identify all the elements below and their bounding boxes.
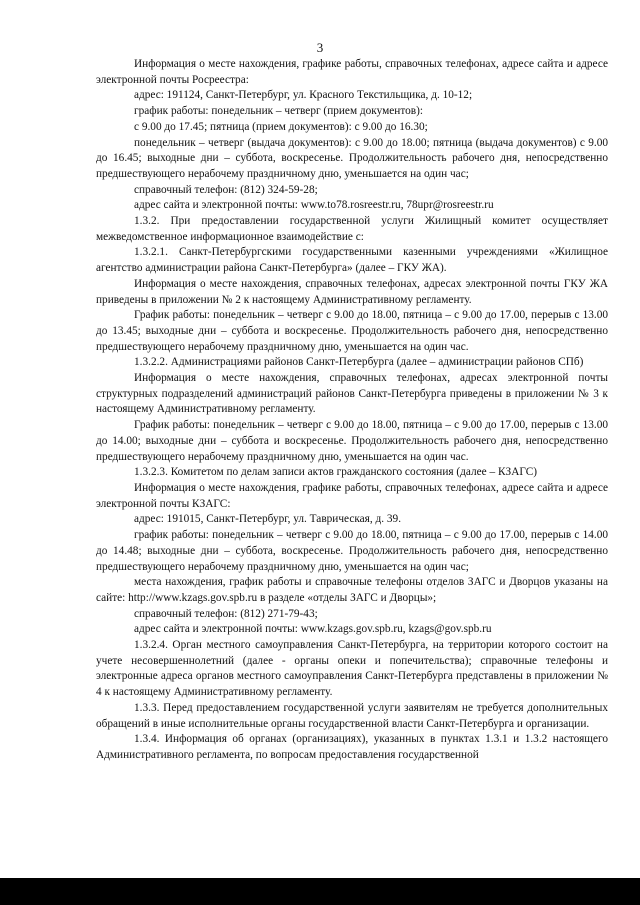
paragraph: Информация о месте нахождения, справочных телефонах, адресах электронной почты структурных подразделений администраций районов Санкт-Петербурга приведены в приложении № 3 к настоящему Административному регламенту. bbox=[96, 372, 608, 416]
paragraph: места нахождения, график работы и справочные телефоны отделов ЗАГС и Дворцов указаны на сайте: http://www.kzags.gov.spb.ru в разделе «отделы ЗАГС и Дворцы»; bbox=[96, 576, 608, 604]
paragraph: 1.3.3. Перед предоставлением государственной услуги заявителям не требуется дополнительных обращений в иные исполнительные органы государственной власти Санкт-Петербурга и организации. bbox=[96, 701, 608, 730]
page-number: 3 bbox=[316, 40, 324, 55]
document-body bbox=[96, 57, 608, 764]
paragraph: график работы: понедельник – четверг (прием документов): bbox=[134, 105, 424, 118]
paragraph: 1.3.2.1. Санкт-Петербургскими государственными казенными учреждениями «Жилищное агентство администрации района Санкт-Петербурга» (далее – ГКУ ЖА). bbox=[96, 246, 608, 275]
paragraph: адрес: 191015, Санкт-Петербург, ул. Таврическая, д. 39. bbox=[134, 513, 402, 526]
paragraph: понедельник – четверг (выдача документов): с 9.00 до 18.00; пятница (выдача документов) с 9.00 до 16.45; выходные дни – суббота, воскресенье. Продолжительность рабочего дня, непосредственно предшествующего нерабочему праздничному дню, уменьшается на один час; bbox=[96, 136, 608, 180]
paragraph: адрес сайта и электронной почты: www.to78.rosreestr.ru, 78upr@rosreestr.ru bbox=[134, 199, 494, 212]
paragraph: график работы: понедельник – четверг с 9.00 до 18.00, пятница – с 9.00 до 17.00, перерыв с 14.00 до 14.48; выходные дни – суббота, воскресенье. Продолжительность рабочего дня, непосредственно предшествующего нерабочему праздничному дню, уменьшается на один час; bbox=[96, 529, 608, 573]
paragraph: 1.3.2.4. Орган местного самоуправления Санкт-Петербурга, на территории которого состоит на учете несовершеннолетний (далее - органы опеки и попечительства); справочные телефоны и электронные адреса органов местного самоуправления Санкт-Петербурга представлены в приложении № 4 к настоящему Административному регламенту. bbox=[96, 639, 608, 699]
paragraph: Информация о месте нахождения, графике работы, справочных телефонах, адресе сайта и адресе электронной почты Росреестра: bbox=[96, 58, 608, 86]
paragraph: График работы: понедельник – четверг с 9.00 до 18.00, пятница – с 9.00 до 17.00, перерыв с 13.00 до 14.00; выходные дни – суббота и воскресенье. Продолжительность рабочего дня, непосредственно предшествующего нерабочему праздничному дню, уменьшается на один час. bbox=[96, 419, 608, 463]
paragraph: справочный телефон: (812) 271-79-43; bbox=[134, 607, 318, 620]
paragraph: с 9.00 до 17.45; пятница (прием документов): с 9.00 до 16.30; bbox=[134, 120, 428, 133]
paragraph: График работы: понедельник – четверг с 9.00 до 18.00, пятница – с 9.00 до 17.00, перерыв с 13.00 до 13.45; выходные дни – суббота и воскресенье. Продолжительность рабочего дня, непосредственно предшествующего нерабочему праздничному дню, уменьшается на один час. bbox=[96, 309, 608, 353]
paragraph: справочный телефон: (812) 324-59-28; bbox=[134, 183, 318, 196]
paragraph: 1.3.4. Информация об органах (организациях), указанных в пунктах 1.3.1 и 1.3.2 настоящего Административного регламента, по вопросам предоставления государственной bbox=[96, 733, 608, 761]
paragraph: 1.3.2.2. Администрациями районов Санкт-Петербурга (далее – администрации районов СПб) bbox=[134, 356, 584, 369]
paragraph: Информация о месте нахождения, графике работы, справочных телефонах, адресе сайта и адресе электронной почты КЗАГС: bbox=[96, 481, 608, 510]
paragraph: адрес сайта и электронной почты: www.kzags.gov.spb.ru, kzags@gov.spb.ru bbox=[134, 623, 492, 636]
scan-bottom-edge bbox=[0, 878, 640, 905]
paragraph: Информация о месте нахождения, справочных телефонах, адресах электронной почты ГКУ ЖА приведены в приложении № 2 к настоящему Административному регламенту. bbox=[96, 277, 608, 306]
paragraph: 1.3.2.3. Комитетом по делам записи актов гражданского состояния (далее – КЗАГС) bbox=[134, 466, 538, 479]
paragraph: адрес: 191124, Санкт-Петербург, ул. Красного Текстильщика, д. 10-12; bbox=[134, 89, 473, 102]
paragraph: 1.3.2. При предоставлении государственной услуги Жилищный комитет осуществляет межведомственное информационное взаимодействие с: bbox=[96, 215, 608, 243]
